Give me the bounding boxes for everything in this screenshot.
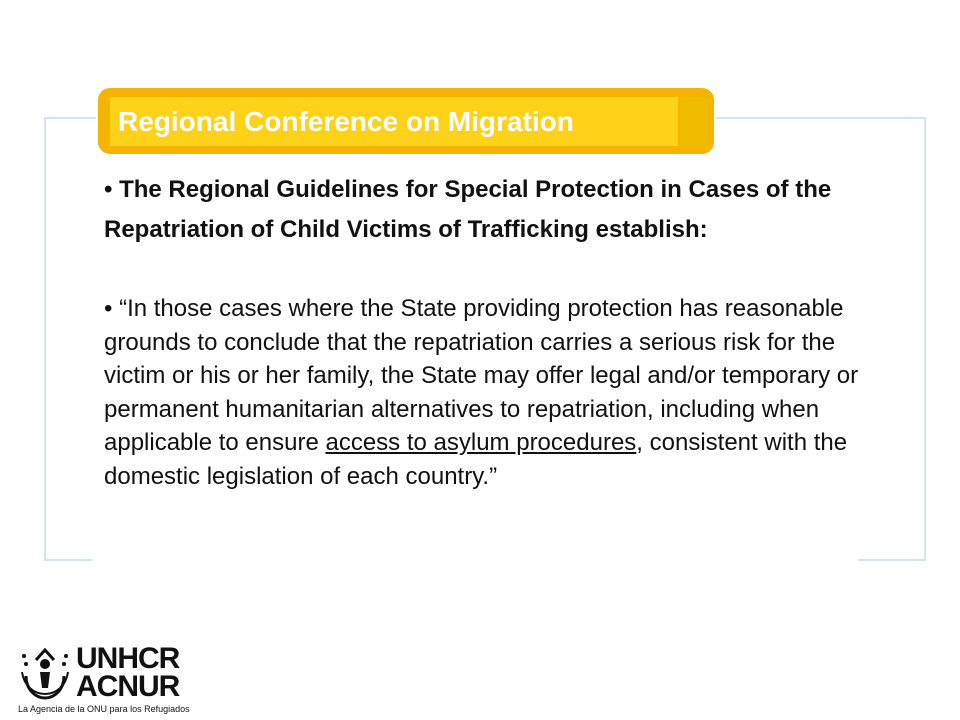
- bullet-quote: [104, 292, 864, 494]
- unhcr-logo: [18, 642, 190, 714]
- unhcr-emblem-icon: [18, 642, 72, 702]
- logo-tagline: La Agencia de la ONU para los Refugiados: [18, 704, 190, 714]
- frame-gap-bottom: [92, 552, 858, 568]
- title-shade: [680, 97, 708, 146]
- quote-text-start: • “In those cases where the State providing protection has reasonable grounds to conclude that the repatriation carries a serious risk for the victim or his or her family, the State may offer legal and/or temporary or permanent humanitarian alternatives to repatriation, including when applicable to ensure: [104, 295, 859, 457]
- logo-acnur: ACNUR: [76, 670, 180, 703]
- slide-title: Regional Conference on Migration: [118, 106, 574, 137]
- slide-content: [104, 170, 864, 494]
- logo-unhcr: UNHCR: [76, 642, 180, 675]
- asylum-link-text: access to asylum procedures: [325, 429, 637, 457]
- bullet-guidelines: • The Regional Guidelines for Special Protection in Cases of the Repatriation of Child Victims of Trafficking establish:: [104, 176, 832, 243]
- quote-text-end: , consistent with the domestic legislation of each country.”: [104, 429, 848, 490]
